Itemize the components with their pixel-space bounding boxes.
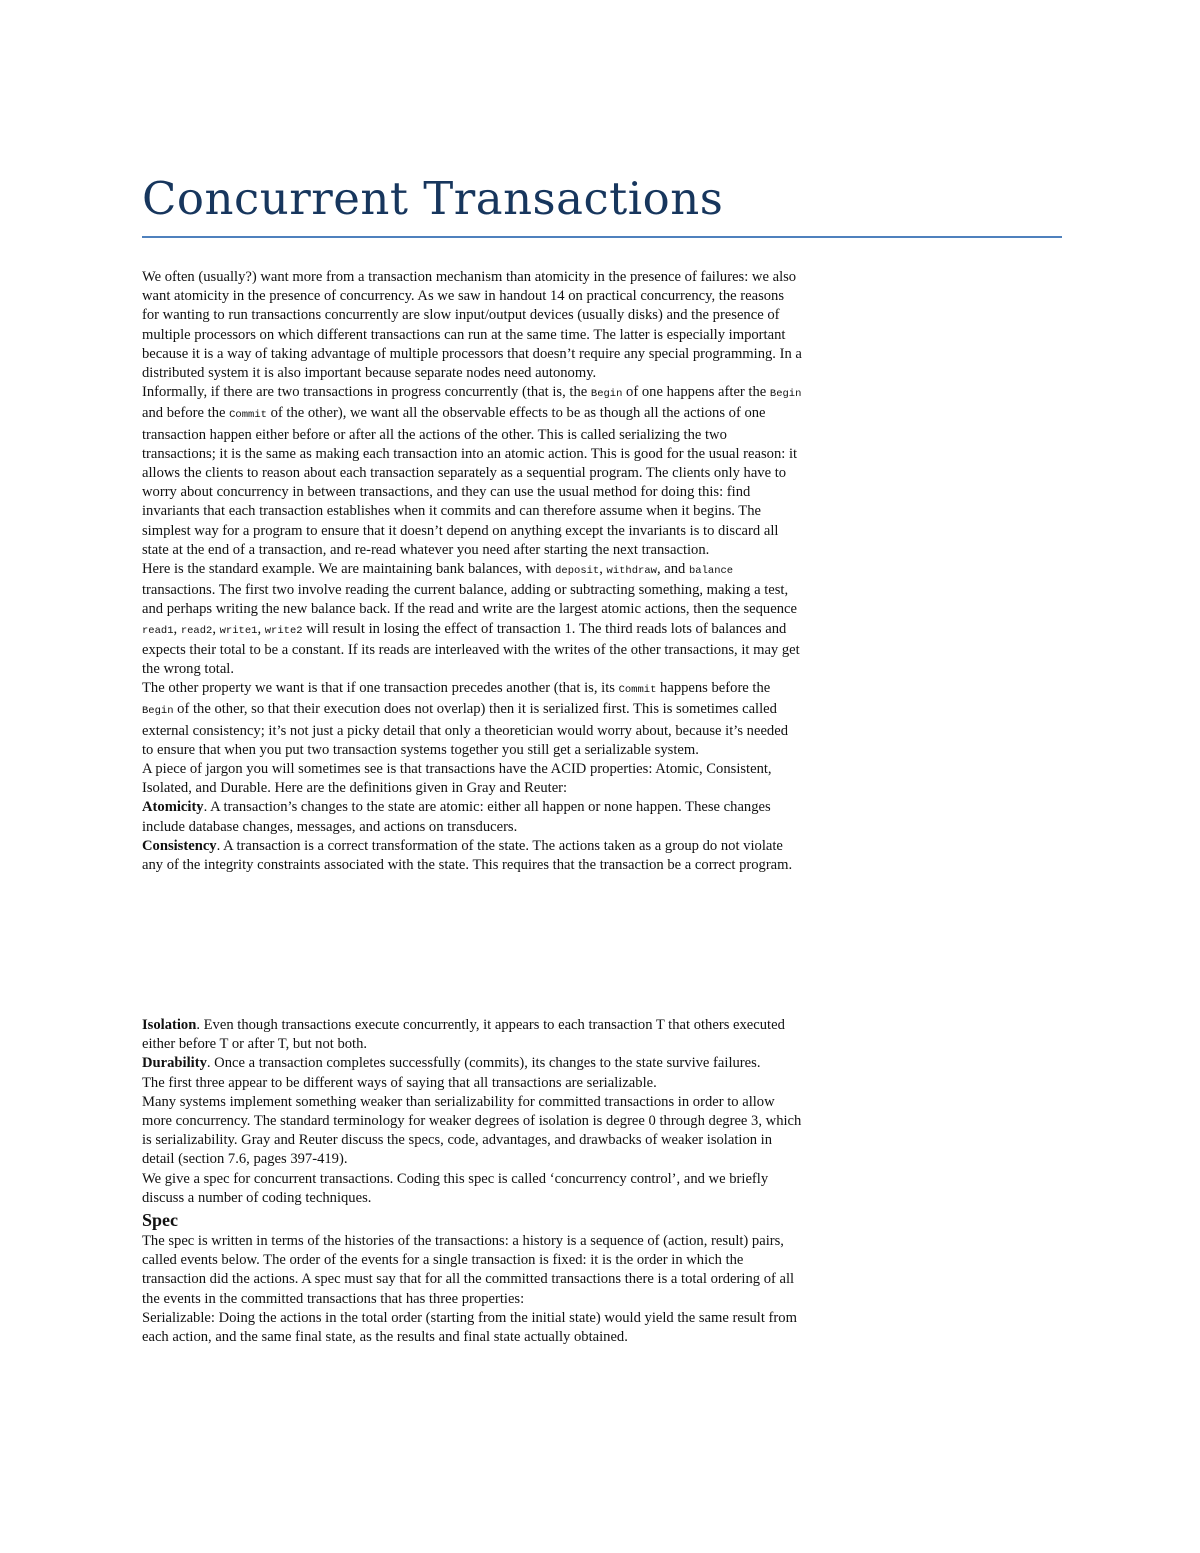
definition-atomicity: Atomicity. A transaction’s changes to the state are atomic: either all happen or none happen. These changes include database changes, messages, and actions on transducers. <box>142 799 771 835</box>
page-title: Concurrent Transactions <box>142 172 724 225</box>
paragraph-acid: A piece of jargon you will sometimes see is that transactions have the ACID properties: Atomic, Consistent, Isolated, and Durable. Here are the definitions given in Gray and Reuter: <box>142 761 772 797</box>
section-heading-spec: Spec <box>142 1210 178 1231</box>
paragraph-weaker-isolation: Many systems implement something weaker than serializability for committed transactions in order to allow more concurrency. The standard terminology for weaker degrees of isolation is degree 0 through degree 3, which is serializability. Gray and Reuter discuss the specs, code, advantages, and drawbacks of weaker isolation in detail (section 7.6, pages 397-419). <box>142 1093 802 1168</box>
title-divider <box>142 236 1062 238</box>
paragraph-intro: We often (usually?) want more from a transaction mechanism than atomicity in the presence of failures: we also want atomicity in the presence of concurrency. As we saw in handout 14 on practical concurrency, the reasons for wanting to run transactions concurrently are slow input/output devices (usually disks) and the presence of multiple processors on which different transactions can run at the same time. The latter is especially important because it is a way of taking advantage of multiple processors that doesn’t require any special programming. In a distributed system it is also important because separate nodes need autonomy. <box>142 269 802 382</box>
body-text-bottom <box>142 1016 802 1347</box>
paragraph-spec-histories: The spec is written in terms of the histories of the transactions: a history is a sequence of (action, result) pairs, called events below. The order of the events for a single transaction is fixed: it is the order in which the transaction did the actions. A spec must say that for all the committed transactions there is a total ordering of all the events in the committed transactions that has three properties: <box>142 1233 795 1307</box>
paragraph-bank-example: Here is the standard example. We are maintaining bank balances, with deposit, withdraw, and balance transactions. The first two involve reading the current balance, adding or subtracting something, making a test, and perhaps writing the new balance back. If the read and write are the largest atomic actions, then the sequence read1, read2, write1, write2 will result in losing the effect of transaction 1. The third reads lots of balances and expects their total to be a constant. If its reads are interleaved with the writes of the other transactions, it may get the wrong total. <box>142 561 800 678</box>
paragraph-external-consistency: The other property we want is that if one transaction precedes another (that is, its Commit happens before the Begin of the other, so that their execution does not overlap) then it is serialized first. This is sometimes called external consistency; it’s not just a picky detail that only a theoretician would worry about, because it’s needed to ensure that when you put two transaction systems together you still get a serializable system. <box>142 680 788 758</box>
paragraph-serializable: Serializable: Doing the actions in the total order (starting from the initial state) would yield the same result from each action, and the same final state, as the results and final state actually obtained. <box>142 1309 797 1346</box>
definition-isolation: Isolation. Even though transactions execute concurrently, it appears to each transaction T that others executed either before T or after T, but not both. <box>142 1017 785 1053</box>
body-text-top <box>142 268 802 875</box>
paragraph-concurrency-control: We give a spec for concurrent transactions. Coding this spec is called ‘concurrency control’, and we briefly discuss a number of coding techniques. <box>142 1170 769 1206</box>
definition-consistency: Consistency. A transaction is a correct transformation of the state. The actions taken as a group do not violate any of the integrity constraints associated with the state. This requires that the transaction be a correct program. <box>142 837 793 874</box>
paragraph-first-three: The first three appear to be different ways of saying that all transactions are serializable. <box>142 1074 657 1091</box>
paragraph-informally: Informally, if there are two transactions in progress concurrently (that is, the Begin of one happens after the Begin and before the Commit of the other), we want all the observable effects to be as though all the actions of one transaction happen either before or after all the actions of the other. This is called serializing the two transactions; it is the same as making each transaction into an atomic action. This is good for the usual reason: it allows the clients to reason about each transaction separately as a sequential program. The clients only have to worry about concurrency in between transactions, and they can use the usual method for doing this: find invariants that each transaction establishes when it commits and can therefore assume when it begins. The simplest way for a program to ensure that it doesn’t depend on anything except the invariants is to discard all state at the end of a transaction, and re-read whatever you need after starting the next transaction. <box>142 384 802 558</box>
definition-durability: Durability. Once a transaction completes successfully (commits), its changes to the state survive failures. <box>142 1055 761 1072</box>
